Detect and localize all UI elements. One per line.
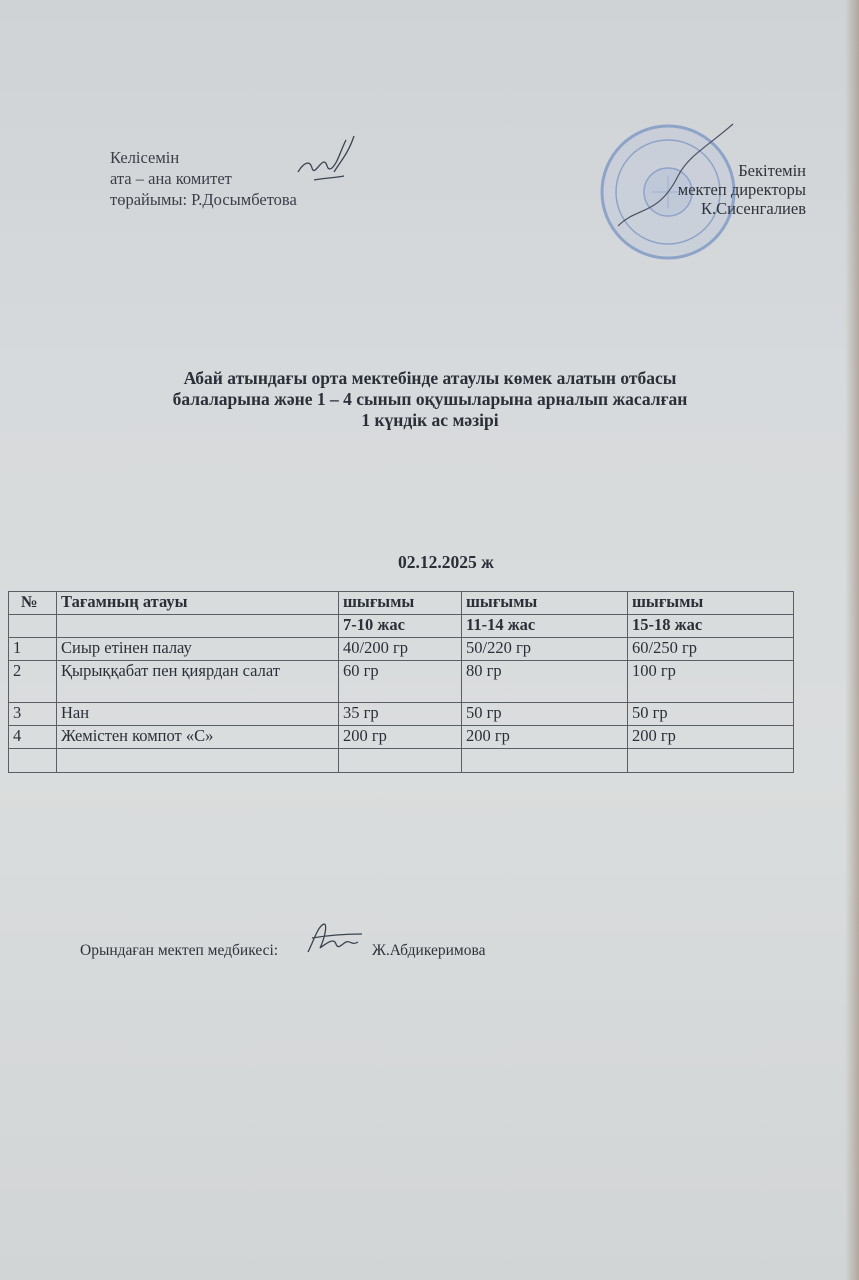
row-value-3: 200 гр xyxy=(628,726,794,749)
row-value-1: 35 гр xyxy=(339,703,462,726)
row-name: Нан xyxy=(57,703,339,726)
age-num-empty xyxy=(9,615,57,638)
row-name: Жемістен компот «С» xyxy=(57,726,339,749)
row-num: 1 xyxy=(9,638,57,661)
row-value-2: 200 гр xyxy=(462,726,628,749)
header-col-1: шығымы xyxy=(339,592,462,615)
executor-name: Ж.Абдикеримова xyxy=(372,942,486,959)
committee-signature xyxy=(290,132,360,190)
age-group-2: 11-14 жас xyxy=(462,615,628,638)
table-row xyxy=(9,703,794,726)
row-value-1: 40/200 гр xyxy=(339,638,462,661)
table-row xyxy=(9,661,794,703)
approval-right-line3: К.Сисенгалиев xyxy=(700,199,806,218)
table-row xyxy=(9,726,794,749)
row-num: 4 xyxy=(9,726,57,749)
empty-cell xyxy=(339,749,462,773)
nurse-signature xyxy=(302,920,366,958)
row-value-2: 50/220 гр xyxy=(462,638,628,661)
empty-cell xyxy=(57,749,339,773)
menu-date: 02.12.2025 ж xyxy=(398,552,494,572)
header-col-2: шығымы xyxy=(462,592,628,615)
empty-cell xyxy=(9,749,57,773)
row-value-1: 60 гр xyxy=(339,661,462,703)
title-line1: Абай атындағы орта мектебінде атаулы көмек алатын отбасы xyxy=(183,368,677,388)
empty-cell xyxy=(462,749,628,773)
document-title xyxy=(60,368,800,431)
title-line2: балаларына және 1 – 4 сынып оқушыларына арналып жасалған xyxy=(172,389,688,409)
table-age-row xyxy=(9,615,794,638)
row-value-2: 50 гр xyxy=(462,703,628,726)
executor-label: Орындаған мектеп медбикесі: xyxy=(80,942,279,959)
table-row xyxy=(9,638,794,661)
row-value-3: 100 гр xyxy=(628,661,794,703)
menu-table xyxy=(8,591,794,773)
row-num: 2 xyxy=(9,661,57,703)
row-value-1: 200 гр xyxy=(339,726,462,749)
row-name: Қырыққабат пен қиярдан салат xyxy=(57,661,339,703)
row-num: 3 xyxy=(9,703,57,726)
header-col-3: шығымы xyxy=(628,592,794,615)
table-row-empty xyxy=(9,749,794,773)
page-edge-shadow xyxy=(845,0,859,1280)
age-group-1: 7-10 жас xyxy=(339,615,462,638)
row-value-2: 80 гр xyxy=(462,661,628,703)
row-value-3: 50 гр xyxy=(628,703,794,726)
header-name: Тағамның атауы xyxy=(57,592,339,615)
table-header-row xyxy=(9,592,794,615)
approval-right xyxy=(640,161,806,218)
row-value-3: 60/250 гр xyxy=(628,638,794,661)
approval-right-line2: мектеп директоры xyxy=(677,180,806,199)
row-name: Сиыр етінен палау xyxy=(57,638,339,661)
title-line3: 1 күндік ас мәзірі xyxy=(361,410,499,430)
approval-left-line2: ата – ана комитет xyxy=(110,169,232,188)
header-num: № xyxy=(9,592,57,615)
age-group-3: 15-18 жас xyxy=(628,615,794,638)
approval-right-line1: Бекітемін xyxy=(738,161,806,180)
age-name-empty xyxy=(57,615,339,638)
approval-left xyxy=(110,147,297,210)
empty-cell xyxy=(628,749,794,773)
approval-left-line3: төрайымы: Р.Досымбетова xyxy=(110,190,297,209)
approval-left-line1: Келісемін xyxy=(110,148,180,167)
